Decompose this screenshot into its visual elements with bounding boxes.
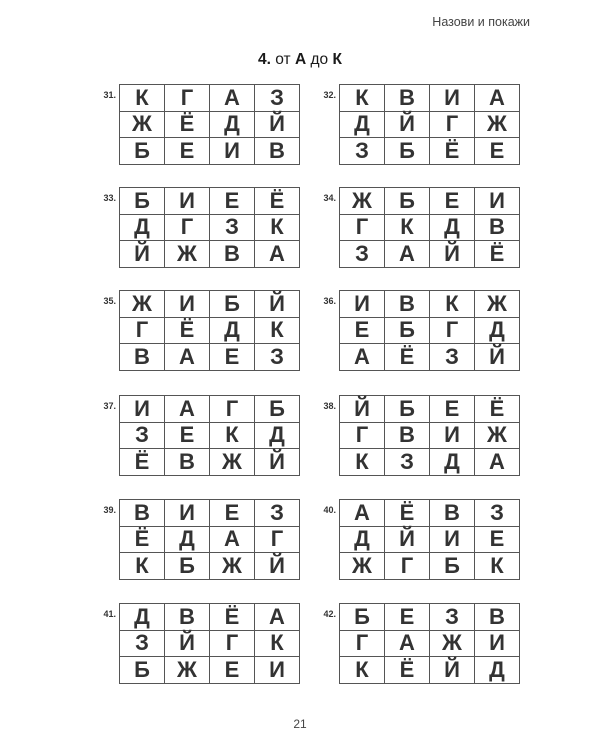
letter-table — [119, 395, 300, 476]
letter-cell: А — [385, 241, 430, 268]
letter-cell: Й — [340, 396, 385, 423]
letter-cell: Е — [430, 188, 475, 215]
grid-number: 32. — [323, 90, 336, 100]
letter-cell: З — [385, 449, 430, 476]
letter-cell: И — [165, 188, 210, 215]
letter-cell: Б — [120, 657, 165, 684]
letter-cell: А — [255, 241, 300, 268]
letter-grid — [103, 395, 309, 475]
letter-cell: З — [340, 138, 385, 165]
exercise-title — [0, 51, 600, 69]
letter-cell: К — [255, 214, 300, 241]
letter-cell: Й — [255, 111, 300, 138]
letter-cell: Б — [385, 138, 430, 165]
letter-cell: Б — [385, 188, 430, 215]
letter-cell: Ё — [385, 344, 430, 371]
section-header: Назови и покажи — [432, 15, 530, 29]
letter-cell: Ё — [475, 241, 520, 268]
letter-cell: Б — [255, 396, 300, 423]
letter-cell: Г — [340, 214, 385, 241]
letter-table — [339, 187, 520, 268]
letter-cell: Г — [165, 214, 210, 241]
letter-table — [119, 603, 300, 684]
letter-cell: Ё — [385, 657, 430, 684]
letter-cell: Г — [120, 317, 165, 344]
letter-cell: З — [430, 344, 475, 371]
letter-cell: В — [255, 138, 300, 165]
exercise-number: 4. — [258, 51, 271, 68]
grid-number: 36. — [323, 296, 336, 306]
letter-cell: Д — [120, 214, 165, 241]
letter-cell: А — [255, 604, 300, 631]
letter-cell: Е — [165, 138, 210, 165]
letter-cell: Г — [430, 111, 475, 138]
letter-cell: З — [475, 500, 520, 527]
grid-number: 35. — [103, 296, 116, 306]
letter-cell: А — [475, 449, 520, 476]
letter-cell: Б — [120, 188, 165, 215]
letter-cell: Ж — [120, 291, 165, 318]
letter-cell: И — [340, 291, 385, 318]
letter-cell: Й — [255, 553, 300, 580]
letter-cell: Е — [430, 396, 475, 423]
letter-cell: К — [340, 449, 385, 476]
letter-cell: Й — [255, 291, 300, 318]
letter-cell: Ж — [475, 422, 520, 449]
letter-table — [339, 603, 520, 684]
letter-cell: Б — [385, 396, 430, 423]
letter-cell: Ё — [255, 188, 300, 215]
letter-cell: Е — [210, 188, 255, 215]
grid-number: 33. — [103, 193, 116, 203]
letter-cell: В — [385, 85, 430, 112]
letter-cell: К — [120, 85, 165, 112]
letter-table — [339, 499, 520, 580]
letter-cell: Г — [210, 630, 255, 657]
letter-cell: Й — [385, 526, 430, 553]
letter-cell: З — [255, 85, 300, 112]
letter-cell: К — [255, 317, 300, 344]
letter-cell: Й — [430, 241, 475, 268]
title-to-letter: К — [332, 51, 342, 68]
grid-number: 41. — [103, 609, 116, 619]
letter-cell: Д — [255, 422, 300, 449]
letter-cell: Д — [475, 317, 520, 344]
grid-number: 38. — [323, 401, 336, 411]
letter-cell: Е — [385, 604, 430, 631]
letter-cell: Е — [475, 138, 520, 165]
letter-cell: Ё — [120, 526, 165, 553]
letter-cell: Ё — [210, 604, 255, 631]
letter-cell: Ё — [385, 500, 430, 527]
letter-cell: В — [475, 604, 520, 631]
letter-cell: Ж — [340, 188, 385, 215]
letter-cell: И — [255, 657, 300, 684]
letter-cell: Ж — [120, 111, 165, 138]
letter-cell: Г — [340, 630, 385, 657]
letter-cell: Ж — [165, 241, 210, 268]
title-prefix: от — [275, 51, 291, 68]
letter-table — [119, 290, 300, 371]
letter-cell: В — [430, 500, 475, 527]
letter-cell: Д — [210, 317, 255, 344]
letter-cell: К — [255, 630, 300, 657]
letter-grid — [323, 395, 529, 475]
letter-cell: Ж — [475, 291, 520, 318]
letter-cell: Ё — [430, 138, 475, 165]
letter-cell: Д — [430, 214, 475, 241]
letter-cell: Е — [210, 500, 255, 527]
letter-cell: Й — [120, 241, 165, 268]
letter-cell: Ё — [165, 111, 210, 138]
letter-cell: А — [475, 85, 520, 112]
letter-cell: К — [340, 657, 385, 684]
letter-cell: А — [165, 344, 210, 371]
letter-cell: К — [340, 85, 385, 112]
grid-number: 31. — [103, 90, 116, 100]
grid-number: 34. — [323, 193, 336, 203]
letter-grid — [323, 290, 529, 370]
letter-cell: И — [430, 422, 475, 449]
letter-grid — [323, 187, 529, 267]
letter-grid — [103, 84, 309, 164]
letter-cell: В — [165, 449, 210, 476]
letter-cell: Б — [120, 138, 165, 165]
letter-cell: Г — [210, 396, 255, 423]
grid-number: 42. — [323, 609, 336, 619]
letter-cell: Е — [210, 657, 255, 684]
grid-number: 39. — [103, 505, 116, 515]
letter-cell: В — [475, 214, 520, 241]
letter-table — [339, 84, 520, 165]
letter-cell: Ж — [210, 449, 255, 476]
letter-cell: З — [120, 422, 165, 449]
letter-cell: А — [210, 526, 255, 553]
letter-cell: Д — [210, 111, 255, 138]
letter-cell: И — [120, 396, 165, 423]
title-from-letter: А — [294, 51, 307, 68]
letter-cell: Г — [165, 85, 210, 112]
letter-cell: К — [385, 214, 430, 241]
letter-cell: Й — [430, 657, 475, 684]
letter-cell: В — [120, 344, 165, 371]
letter-cell: Е — [165, 422, 210, 449]
letter-grid — [103, 603, 309, 683]
letter-cell: К — [475, 553, 520, 580]
page-number: 21 — [293, 717, 307, 731]
letter-cell: К — [120, 553, 165, 580]
letter-grid — [323, 84, 529, 164]
letter-cell: В — [385, 291, 430, 318]
title-middle: до — [310, 51, 329, 68]
letter-cell: Ж — [430, 630, 475, 657]
letter-table — [339, 395, 520, 476]
letter-cell: И — [430, 85, 475, 112]
letter-table — [119, 84, 300, 165]
grid-number: 40. — [323, 505, 336, 515]
letter-cell: З — [120, 630, 165, 657]
letter-cell: Е — [210, 344, 255, 371]
letter-cell: И — [165, 500, 210, 527]
letter-cell: Б — [385, 317, 430, 344]
letter-cell: З — [255, 500, 300, 527]
letter-cell: Ё — [475, 396, 520, 423]
letter-cell: Б — [165, 553, 210, 580]
letter-cell: Д — [430, 449, 475, 476]
letter-cell: Б — [210, 291, 255, 318]
letter-cell: В — [165, 604, 210, 631]
letter-cell: К — [210, 422, 255, 449]
letter-cell: З — [255, 344, 300, 371]
letter-cell: Г — [430, 317, 475, 344]
letter-cell: Й — [475, 344, 520, 371]
letter-cell: А — [385, 630, 430, 657]
letter-cell: Е — [475, 526, 520, 553]
letter-cell: Г — [385, 553, 430, 580]
letter-cell: К — [430, 291, 475, 318]
letter-cell: З — [430, 604, 475, 631]
letter-grid — [103, 187, 309, 267]
letter-cell: Ж — [340, 553, 385, 580]
letter-grid — [103, 290, 309, 370]
letter-cell: Д — [165, 526, 210, 553]
letter-cell: Ж — [210, 553, 255, 580]
letter-cell: Й — [385, 111, 430, 138]
letter-cell: Б — [340, 604, 385, 631]
letter-cell: Д — [340, 111, 385, 138]
letter-cell: И — [165, 291, 210, 318]
letter-cell: Б — [430, 553, 475, 580]
letter-cell: И — [475, 630, 520, 657]
letter-cell: А — [210, 85, 255, 112]
letter-table — [339, 290, 520, 371]
letter-cell: Й — [255, 449, 300, 476]
letter-cell: Ё — [120, 449, 165, 476]
letter-cell: И — [475, 188, 520, 215]
letter-cell: Й — [165, 630, 210, 657]
letter-table — [119, 187, 300, 268]
letter-grid — [323, 603, 529, 683]
letter-cell: Г — [255, 526, 300, 553]
letter-cell: З — [340, 241, 385, 268]
letter-cell: Г — [340, 422, 385, 449]
letter-cell: А — [340, 500, 385, 527]
letter-cell: Д — [475, 657, 520, 684]
letter-cell: И — [210, 138, 255, 165]
letter-cell: Ж — [165, 657, 210, 684]
letter-cell: А — [340, 344, 385, 371]
letter-cell: Ж — [475, 111, 520, 138]
letter-cell: В — [385, 422, 430, 449]
grid-number: 37. — [103, 401, 116, 411]
letter-cell: З — [210, 214, 255, 241]
letter-grid — [323, 499, 529, 579]
letter-cell: Д — [120, 604, 165, 631]
letter-cell: Ё — [165, 317, 210, 344]
letter-cell: Д — [340, 526, 385, 553]
letter-cell: В — [210, 241, 255, 268]
letter-cell: В — [120, 500, 165, 527]
letter-cell: Е — [340, 317, 385, 344]
letter-grid — [103, 499, 309, 579]
letter-cell: А — [165, 396, 210, 423]
letter-cell: И — [430, 526, 475, 553]
letter-table — [119, 499, 300, 580]
